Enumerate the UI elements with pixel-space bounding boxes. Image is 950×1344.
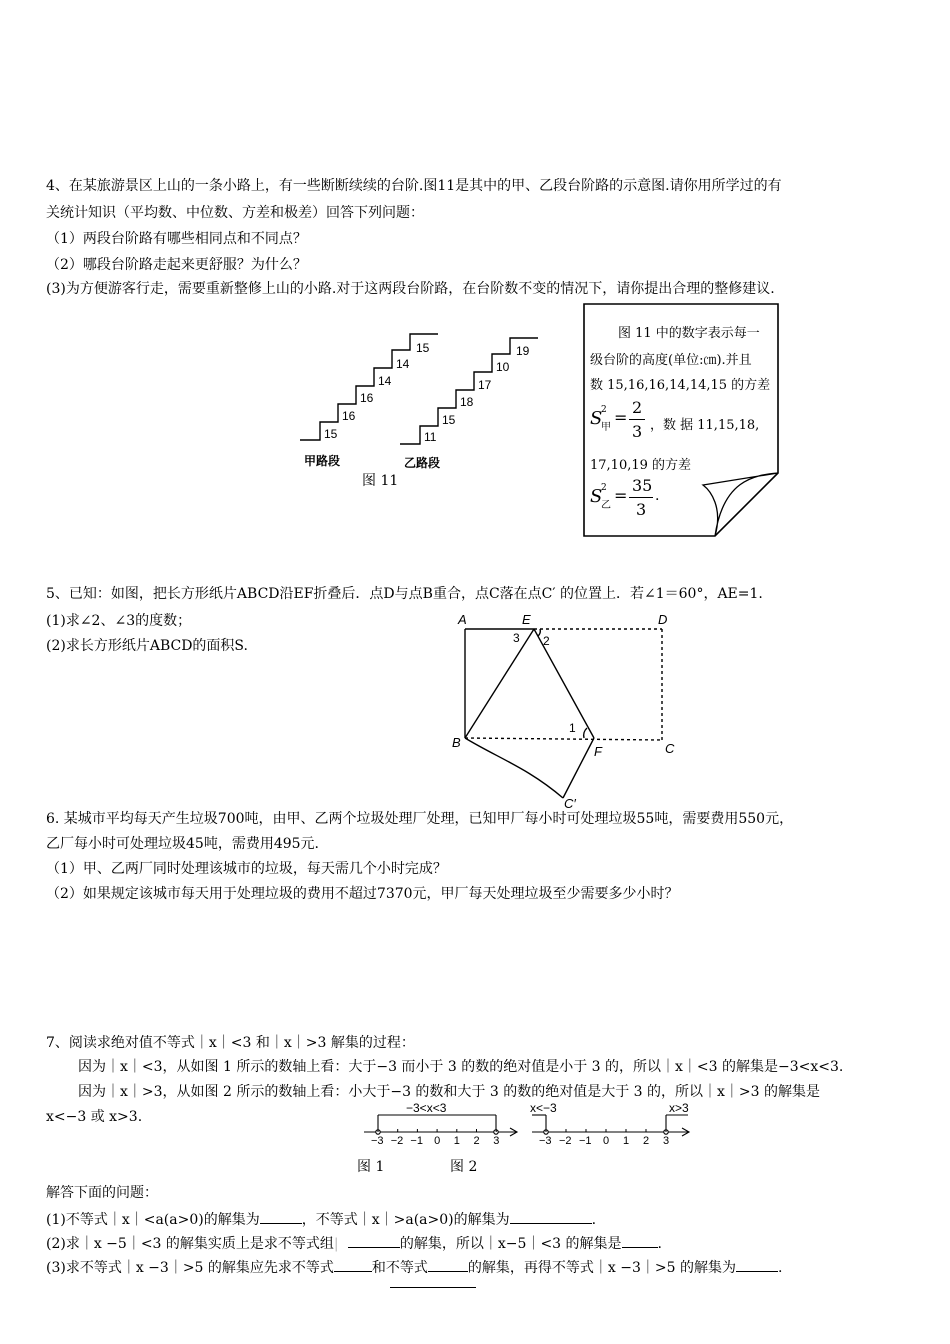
a3-blank-2[interactable] — [428, 1257, 468, 1272]
staircase-figure — [298, 330, 548, 470]
fig1-tick-label: 0 — [434, 1135, 441, 1147]
q7-line2: 因为｜x｜<3，从如图 1 所示的数轴上看：大于−3 而小于 3 的数的绝对值是小于 3 的，所以｜x｜<3 的解集是−3<x<3. — [78, 1059, 844, 1075]
fig1-tick-label: 1 — [453, 1135, 460, 1147]
note-line-2: 级台阶的高度(单位:㎝).并且 — [590, 353, 752, 368]
jia-step-5: 14 — [396, 357, 410, 371]
fig2-caption: 图 2 — [450, 1159, 478, 1175]
s-jia-sup: 2 — [601, 405, 607, 415]
a2-second-blank-line[interactable] — [390, 1287, 476, 1288]
q5-part2: (2)求长方形纸片ABCD的面积S. — [46, 638, 248, 654]
fig1-caption: 图 1 — [357, 1159, 385, 1175]
q6-line2: 乙厂每小时可处理垃圾45吨，需费用495元. — [46, 836, 319, 852]
jia-step-2: 16 — [342, 409, 356, 423]
a2-pre: (2)求｜x −5｜<3 的解集实质上是求不等式组 — [46, 1236, 334, 1252]
s-yi-fraction-bar — [629, 497, 653, 498]
segment-FCprime — [563, 738, 594, 798]
s-yi-sup: 2 — [601, 483, 607, 493]
fig2-tick-label: 3 — [663, 1135, 670, 1147]
fig2-tick-label: −3 — [539, 1135, 552, 1147]
angle-2-label: 2 — [543, 634, 550, 648]
fig1-tick-label: 2 — [473, 1135, 480, 1147]
s-yi-sub: 乙 — [601, 500, 611, 511]
q6-part1: （1）甲、乙两厂同时处理该城市的垃圾，每天需几个小时完成？ — [46, 861, 447, 877]
note-line-5: 17,10,19 的方差 — [590, 458, 692, 473]
fig1-tick-label: 3 — [493, 1135, 500, 1147]
q4-part3: (3)为方便游客行走，需要重新整修上山的小路.对于这两段台阶路，在台阶数不变的情况下，请你提出合理的整修建议. — [46, 281, 775, 297]
jia-step-1: 15 — [324, 427, 338, 441]
q5-part1: (1)求∠2、∠3的度数； — [46, 613, 192, 629]
brace-stub: | — [333, 1236, 339, 1252]
a2-blank-2[interactable] — [622, 1233, 658, 1248]
a1-blank-1[interactable] — [260, 1209, 302, 1224]
jia-step-3: 16 — [360, 391, 374, 405]
a2-blank-system[interactable] — [348, 1233, 400, 1248]
yi-step-6: 19 — [516, 344, 530, 358]
angle-1-label: 1 — [569, 721, 576, 735]
a3-blank-3[interactable] — [736, 1257, 778, 1272]
note-line-3: 数 15,16,16,14,14,15 的方差 — [590, 378, 771, 393]
a2-end: . — [657, 1236, 662, 1252]
s-yi-eq: = — [614, 486, 628, 505]
fig2-tick-label: −1 — [579, 1135, 592, 1147]
fig2-tick-label: −2 — [559, 1135, 572, 1147]
a3-pre: (3)求不等式｜x −3｜>5 的解集应先求不等式 — [46, 1260, 334, 1276]
q6-line1: 6. 某城市平均每天产生垃圾700吨，由甲、乙两个垃圾处理厂处理，已知甲厂每小时可处理垃圾55吨，需要费用550元， — [46, 811, 794, 827]
s-yi-dot: . — [655, 488, 660, 504]
s-jia-num: 2 — [632, 398, 643, 417]
label-E: E — [522, 612, 531, 627]
number-line-figure-1 — [360, 1101, 525, 1147]
q4-part1: （1）两段台阶路有哪些相同点和不同点？ — [46, 231, 307, 247]
a1-mid: ，不等式｜x｜>a(a>0)的解集为 — [301, 1212, 510, 1228]
q4-line2: 关统计知识（平均数、中位数、方差和极差）回答下列问题： — [46, 205, 424, 221]
dashed-BC — [465, 738, 662, 740]
label-C: C — [665, 741, 675, 756]
q7-answer-2 — [46, 1233, 662, 1253]
label-C-prime: C′ — [564, 796, 576, 810]
a3-blank-1[interactable] — [334, 1257, 372, 1272]
a3-mid1: 和不等式 — [371, 1260, 428, 1276]
label-D: D — [658, 612, 668, 627]
q5-line1: 5、已知：如图，把长方形纸片ABCD沿EF折叠后．点D与点B重合，点C落在点C′ 的位置上．若∠1＝60°，AE=1. — [46, 586, 763, 602]
a1-end: . — [591, 1212, 597, 1228]
a2-mid: 的解集，所以｜x−5｜<3 的解集是 — [399, 1236, 622, 1252]
a3-end: . — [777, 1260, 783, 1276]
segment-EB — [465, 629, 534, 738]
fig2-right-label: x>3 — [669, 1101, 689, 1115]
fig1-tick-label: −1 — [410, 1135, 423, 1147]
yi-label: 乙路段 — [404, 456, 441, 470]
angle-3-label: 3 — [513, 631, 520, 645]
fig1-tick-label: −2 — [390, 1135, 404, 1147]
s-yi-symbol: S — [590, 486, 603, 507]
q7-answer-1 — [46, 1209, 596, 1229]
yi-step-4: 17 — [478, 378, 492, 392]
note-line-1: 图 11 中的数字表示每一 — [618, 326, 760, 341]
note-line-4: ，数 据 11,15,18, — [650, 418, 760, 433]
a1-blank-2[interactable] — [510, 1209, 592, 1224]
s-jia-symbol: S — [590, 408, 603, 429]
a1-pre: (1)不等式｜x｜<a(a>0)的解集为 — [46, 1212, 260, 1228]
jia-step-4: 14 — [378, 374, 392, 388]
yi-step-5: 10 — [496, 360, 510, 374]
q4-line1: 4、在某旅游景区上山的一条小路上，有一些断断续续的台阶.图11是其中的甲、乙段台阶路的示意图.请你用所学过的有 — [46, 178, 782, 194]
fig2-tick-label: 0 — [603, 1135, 610, 1147]
jia-label: 甲路段 — [304, 454, 341, 468]
fig2-tick-label: 1 — [623, 1135, 630, 1147]
fig2-left-label: x<−3 — [530, 1101, 557, 1115]
number-line-figure-2 — [528, 1101, 698, 1147]
label-A: A — [458, 612, 467, 627]
s-yi-den: 3 — [636, 500, 647, 519]
label-B: B — [452, 735, 461, 750]
fig1-range-label: −3<x<3 — [406, 1101, 447, 1115]
q6-part2: （2）如果规定该城市每天用于处理垃圾的费用不超过7370元，甲厂每天处理垃圾至少需要多少小时？ — [46, 886, 679, 902]
s-jia-den: 3 — [632, 422, 643, 441]
angle-1-arc — [584, 728, 587, 738]
label-F: F — [594, 744, 602, 759]
yi-step-3: 18 — [460, 395, 474, 409]
q7-answer-3 — [46, 1257, 782, 1277]
angle-2-arc — [538, 629, 540, 636]
q4-part2: （2）哪段台阶路走起来更舒服？为什么？ — [46, 257, 307, 273]
q7-line1: 7、阅读求绝对值不等式｜x｜<3 和｜x｜>3 解集的过程： — [46, 1035, 415, 1051]
yi-step-2: 15 — [442, 413, 456, 427]
a3-mid2: 的解集，再得不等式｜x −3｜>5 的解集为 — [467, 1260, 736, 1276]
yi-step-1: 11 — [424, 430, 437, 444]
figure-11-caption: 图 11 — [362, 473, 399, 489]
jia-step-6: 15 — [416, 341, 430, 355]
q7-line3: 因为｜x｜>3，从如图 2 所示的数轴上看：小大于−3 的数和大于 3 的数的绝对值是大于 3 的，所以｜x｜>3 的解集是 — [78, 1084, 821, 1100]
segment-BCprime — [465, 738, 563, 798]
fig1-tick-label: −3 — [371, 1135, 384, 1147]
s-jia-eq: = — [614, 408, 628, 427]
q7-answer-intro: 解答下面的问题： — [46, 1185, 158, 1201]
fig2-tick-label: 2 — [643, 1135, 650, 1147]
s-jia-fraction-bar — [629, 419, 645, 420]
s-yi-num: 35 — [632, 476, 653, 495]
s-jia-sub: 甲 — [601, 422, 611, 433]
fold-rectangle-figure — [448, 608, 688, 810]
q7-line4: x<−3 或 x>3. — [46, 1109, 143, 1125]
